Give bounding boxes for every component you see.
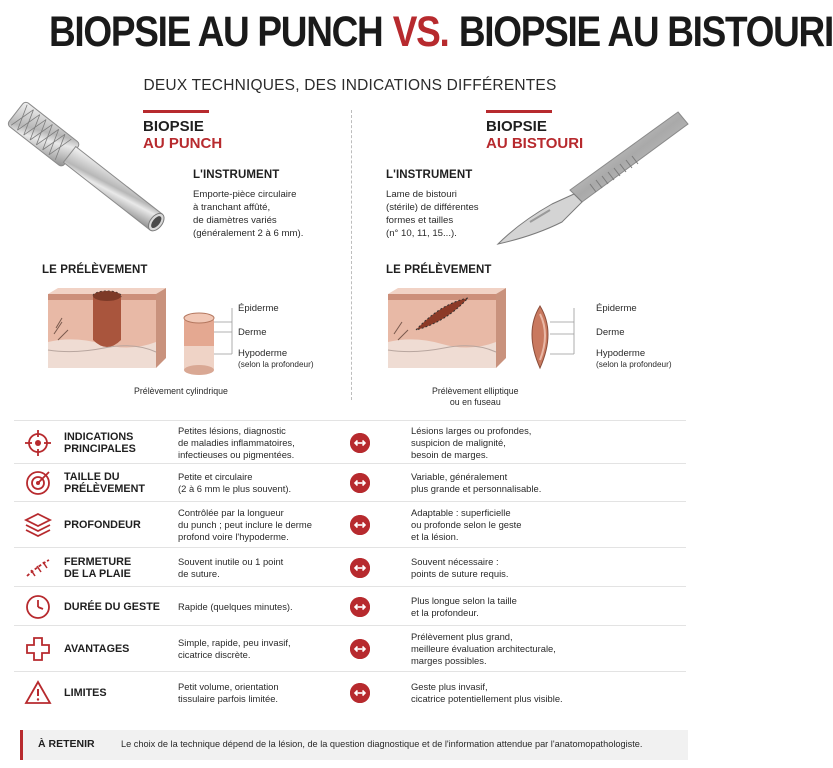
bistouri-cell <box>411 425 611 461</box>
punch-cell-line: (2 à 6 mm le plus souvent). <box>178 483 292 494</box>
bistouri-caption-line: ou en fuseau <box>449 397 501 407</box>
punch-cell-line: cicatrice discrète. <box>178 649 251 660</box>
punch-header-line2: AU PUNCH <box>143 135 223 152</box>
bistouri-cell-line: ou profonde selon le geste <box>411 519 522 530</box>
punch-instrument-text <box>193 188 303 240</box>
target-icon <box>24 429 52 457</box>
row-label-line: PRINCIPALES <box>64 442 136 455</box>
punch-layer-hypoderme <box>238 348 314 370</box>
punch-cell <box>178 681 348 705</box>
row-label-line: PROFONDEUR <box>64 519 141 531</box>
bistouri-cell-line: et la profondeur. <box>411 606 479 618</box>
bistouri-cell <box>411 507 611 543</box>
comparison-row <box>14 671 686 713</box>
bistouri-instrument-line: Lame de bistouri <box>386 189 457 200</box>
punch-cell-line: de suture. <box>178 567 220 579</box>
row-label-line: DE LA PLAIE <box>64 567 131 580</box>
page-title <box>49 8 833 57</box>
punch-cell-line: infectieuses ou pigmentées. <box>178 448 295 460</box>
bistouri-layer-hypoderme <box>596 348 672 370</box>
bistouri-cell-line: Variable, généralement <box>411 471 508 482</box>
bistouri-layer-epiderme: Épiderme <box>596 303 637 314</box>
punch-cell-line: profond voire l'hypoderme. <box>178 531 289 542</box>
punch-instrument-line: Emporte-pièce circulaire <box>193 189 297 200</box>
row-label <box>64 687 107 699</box>
bistouri-cell-line: points de suture requis. <box>411 567 509 579</box>
bistouri-caption <box>432 386 519 408</box>
warning-icon <box>24 679 52 707</box>
punch-layer-epiderme: Épiderme <box>238 303 279 314</box>
row-label-line: FERMETURE <box>64 555 132 568</box>
punch-header-bar <box>143 110 209 113</box>
bistouri-cell-line: cicatrice potentiellement plus visible. <box>411 693 563 704</box>
compare-arrows-icon <box>350 558 370 578</box>
row-label <box>64 556 131 580</box>
layers-icon <box>24 511 52 539</box>
row-label-line: INDICATIONS <box>64 430 134 443</box>
punch-cell <box>178 601 348 613</box>
bistouri-cell <box>411 631 611 667</box>
punch-caption: Prélèvement cylindrique <box>134 386 228 396</box>
punch-layer-hypoderme-note: (selon la profondeur) <box>238 360 314 369</box>
bullseye-icon <box>24 469 52 497</box>
bistouri-cell-line: Lésions larges ou profondes, <box>411 424 532 436</box>
compare-arrows-icon <box>350 639 370 659</box>
bistouri-cell-line: besoin de marges. <box>411 448 489 460</box>
column-divider <box>351 110 352 400</box>
clock-icon <box>24 593 52 621</box>
plus-cross-icon <box>24 635 52 663</box>
title-punch: BIOPSIE AU PUNCH <box>49 8 383 56</box>
compare-arrows-icon <box>350 683 370 703</box>
bistouri-header-line2: AU BISTOURI <box>486 135 584 152</box>
bistouri-cell-line: Adaptable : superficielle <box>411 507 511 518</box>
row-label <box>64 643 129 655</box>
punch-cell <box>178 556 348 580</box>
compare-arrows-icon <box>350 515 370 535</box>
page-subtitle: DEUX TECHNIQUES, DES INDICATIONS DIFFÉRENTES <box>143 77 557 94</box>
punch-cell-line: Souvent inutile ou 1 point <box>178 555 284 567</box>
bistouri-cell <box>411 556 611 580</box>
punch-cell-line: Contrôlée par la longueur <box>178 507 284 518</box>
comparison-table <box>14 420 686 713</box>
key-takeaway-label: À RETENIR <box>38 738 95 750</box>
bistouri-cell-line: marges possibles. <box>411 655 487 666</box>
comparison-row <box>14 420 686 463</box>
punch-skin-sample-illustration <box>44 284 234 376</box>
bistouri-cell <box>411 471 611 495</box>
row-label-line: PRÉLÈVEMENT <box>64 483 145 495</box>
row-label <box>64 601 160 613</box>
bistouri-instrument-line: (n° 10, 11, 15...). <box>386 228 457 239</box>
bistouri-cell-line: et la lésion. <box>411 531 459 542</box>
punch-layer-hypoderme-label: Hypoderme <box>238 348 288 359</box>
bistouri-instrument-line: formes et tailles <box>386 215 454 226</box>
row-label <box>64 519 141 531</box>
bistouri-layer-hypoderme-label: Hypoderme <box>596 348 646 359</box>
punch-cell-line: Rapide (quelques minutes). <box>178 600 293 612</box>
bistouri-cell-line: Plus longue selon la taille <box>411 594 517 606</box>
suture-icon <box>24 554 52 582</box>
compare-arrows-icon <box>350 597 370 617</box>
punch-cell <box>178 507 348 543</box>
bistouri-instrument-title: L'INSTRUMENT <box>386 169 473 181</box>
punch-cell-line: du punch ; peut inclure le derme <box>178 519 312 530</box>
key-takeaway-text: Le choix de la technique dépend de la lésion, de la question diagnostique et de l'information attendue par l'anatomopathologiste. <box>121 739 643 749</box>
scalpel-illustration <box>490 104 690 254</box>
punch-header-line1: BIOPSIE <box>143 118 204 135</box>
punch-cell-line: Petite et circulaire <box>178 471 253 482</box>
bistouri-cell <box>411 595 611 619</box>
row-label <box>64 431 136 455</box>
key-takeaway-box <box>20 730 688 760</box>
comparison-row <box>14 586 686 625</box>
bistouri-layer-derme: Derme <box>596 327 625 338</box>
punch-cell-line: Petit volume, orientation <box>178 681 279 692</box>
row-label-line: DURÉE DU GESTE <box>64 600 160 613</box>
punch-cell <box>178 637 348 661</box>
bistouri-cell-line: plus grande et personnalisable. <box>411 483 542 494</box>
bistouri-instrument-line: (stérile) de différentes <box>386 202 479 213</box>
bistouri-cell-line: suspicion de malignité, <box>411 436 506 448</box>
bistouri-caption-line: Prélèvement elliptique <box>432 386 519 396</box>
row-label-line: TAILLE DU <box>64 471 120 483</box>
bistouri-prelevement-title: LE PRÉLÈVEMENT <box>386 264 492 276</box>
bistouri-cell-line: meilleure évaluation architecturale, <box>411 643 556 654</box>
punch-header <box>143 110 222 152</box>
title-bistouri: BIOPSIE AU BISTOURI <box>458 8 833 56</box>
comparison-row <box>14 463 686 501</box>
compare-arrows-icon <box>350 473 370 493</box>
bistouri-instrument-text <box>386 188 479 240</box>
bistouri-layer-hypoderme-note: (selon la profondeur) <box>596 360 672 369</box>
punch-layer-derme: Derme <box>238 327 267 338</box>
punch-instrument-line: à tranchant affûté, <box>193 202 271 213</box>
bistouri-header-line1: BIOPSIE <box>486 118 547 135</box>
punch-cell-line: tissulaire parfois limitée. <box>178 693 279 704</box>
comparison-row <box>14 501 686 547</box>
punch-cell <box>178 471 348 495</box>
bistouri-skin-sample-illustration <box>384 284 594 376</box>
comparison-row <box>14 547 686 586</box>
punch-cell-line: Petites lésions, diagnostic <box>178 424 286 436</box>
row-label <box>64 471 145 495</box>
row-label-line: LIMITES <box>64 687 107 699</box>
title-vs: VS. <box>392 8 449 56</box>
compare-arrows-icon <box>350 433 370 453</box>
bistouri-cell-line: Prélèvement plus grand, <box>411 631 513 642</box>
bistouri-cell-line: Souvent nécessaire : <box>411 555 499 567</box>
punch-cell-line: Simple, rapide, peu invasif, <box>178 637 291 648</box>
row-label-line: AVANTAGES <box>64 643 130 655</box>
punch-instrument-title: L'INSTRUMENT <box>193 169 280 181</box>
punch-cell <box>178 425 348 461</box>
bistouri-cell <box>411 681 611 705</box>
punch-instrument-line: de diamètres variés <box>193 215 277 226</box>
punch-cell-line: de maladies inflammatoires, <box>178 436 295 448</box>
comparison-row <box>14 625 686 671</box>
bistouri-cell-line: Geste plus invasif, <box>411 681 488 692</box>
punch-instrument-line: (généralement 2 à 6 mm). <box>193 228 304 239</box>
punch-prelevement-title: LE PRÉLÈVEMENT <box>42 264 148 276</box>
